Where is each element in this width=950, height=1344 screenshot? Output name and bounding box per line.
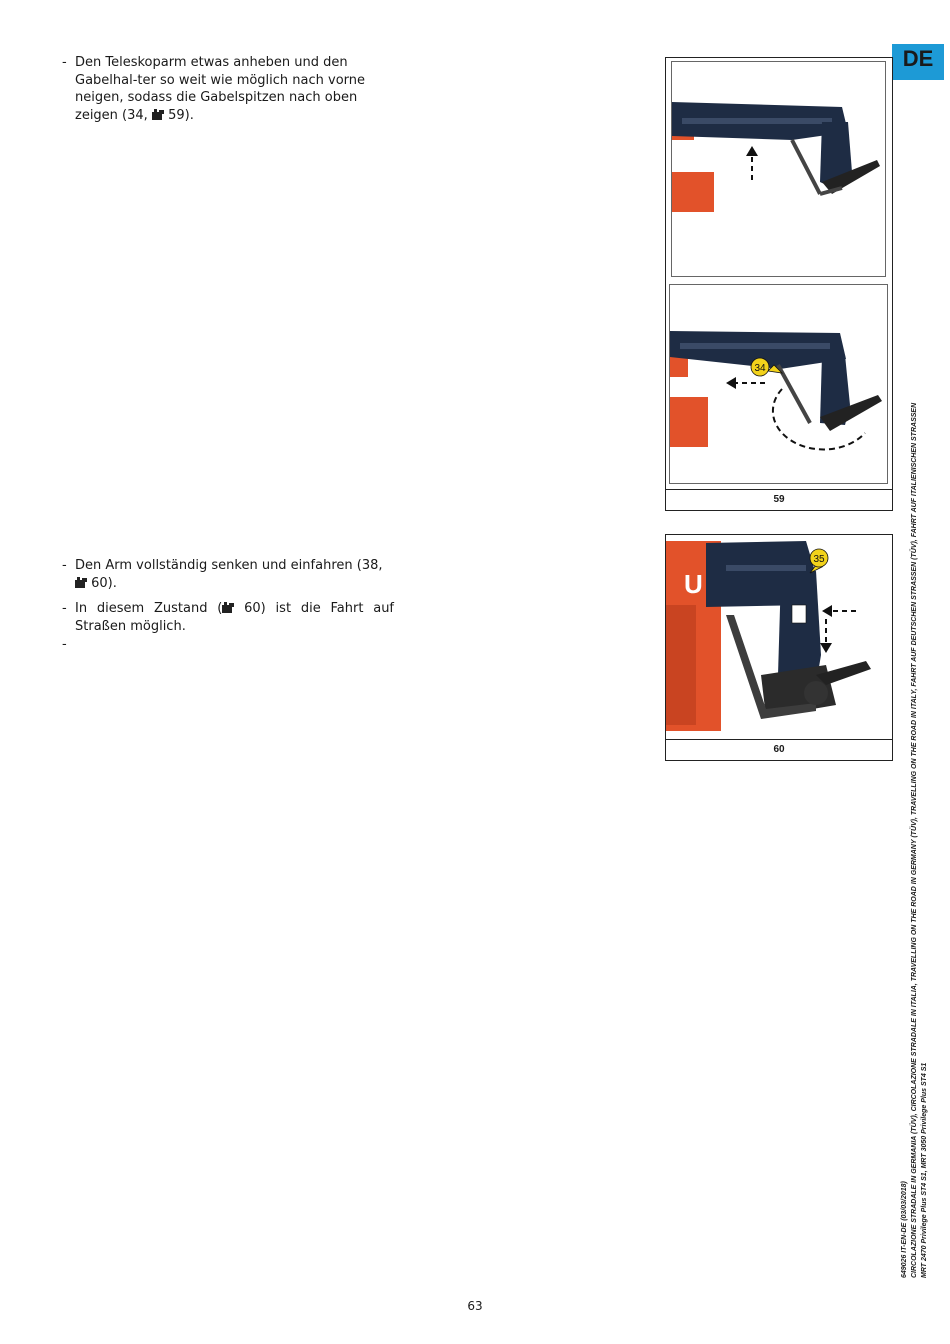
- figure-caption: 60: [666, 739, 892, 760]
- fork-tine: [816, 661, 871, 685]
- telehandler-arm-illustration: [666, 535, 890, 737]
- instruction-text: Den Arm vollständig senken und einfahren (38, 60).: [75, 558, 383, 591]
- instruction-text: In diesem Zustand ( 60) ist die Fahrt auf Straßen möglich.: [75, 601, 395, 634]
- figure-caption: 59: [666, 489, 892, 510]
- figure-60: [665, 534, 893, 761]
- document-footer-vertical: [900, 402, 930, 1278]
- figure-reference-icon: [222, 602, 234, 613]
- instruction-item: [62, 54, 394, 124]
- figure-reference-icon: [75, 577, 87, 588]
- section-titles: CIRCOLAZIONE STRADALE IN GERMANIA (TÜV), CIRCOLAZIONE STRADALE IN ITALIA, TRAVELLING ON THE ROAD IN GERMANY (TÜV), TRAVELLING ON THE ROAD IN ITALY, FAHRT AUF DEUTSCHEN STRASSEN (TÜV), FAHRT AUF ITALIENISCHEN STRASSEN: [911, 402, 918, 1278]
- dashed-arrow-up-icon: [746, 146, 758, 180]
- page-number: 63: [467, 1299, 483, 1313]
- instruction-item: [62, 600, 394, 635]
- figure-59-photo-bottom: [669, 284, 888, 484]
- list-dash: -: [62, 601, 67, 616]
- fork-tine: [792, 140, 820, 194]
- dashed-arrow-left-icon: [822, 605, 856, 617]
- machine-body: [672, 172, 714, 212]
- dashed-rotation-arc-icon: [773, 389, 865, 449]
- list-dash: -: [62, 558, 67, 573]
- callout-label: 35: [813, 554, 825, 565]
- model-names: MRT 2470 Privilege Plus ST4 S1, MRT 3050 Privilege Plus ST4 S1: [921, 1062, 928, 1278]
- telehandler-arm-illustration: [670, 285, 887, 483]
- language-tab: DE: [892, 44, 944, 80]
- figure-59: [665, 57, 893, 511]
- figure-reference-icon: [152, 109, 164, 120]
- machine-body: [670, 397, 708, 447]
- callout-35: [810, 549, 828, 573]
- figure-59-photo-top: [671, 61, 886, 277]
- dashed-arrow-down-icon: [820, 619, 832, 653]
- document-code: 649026 IT-EN-DE (03/03/2018): [901, 1181, 908, 1278]
- svg-text:U: U: [684, 569, 703, 599]
- figure-60-photo: [666, 535, 890, 737]
- callout-label: 34: [754, 363, 766, 374]
- list-dash: -: [62, 637, 67, 652]
- instruction-text: Den Teleskoparm etwas anheben und den Gabelhal-ter so weit wie möglich nach vorne neigen, sodass die Gabelspitzen nach oben zeigen (34, 59).: [75, 55, 366, 123]
- fork-tine: [778, 365, 810, 423]
- instruction-item: [62, 557, 394, 592]
- list-dash: -: [62, 55, 67, 70]
- telehandler-arm-illustration: [672, 62, 885, 276]
- dashed-arrow-left-icon: [726, 377, 765, 389]
